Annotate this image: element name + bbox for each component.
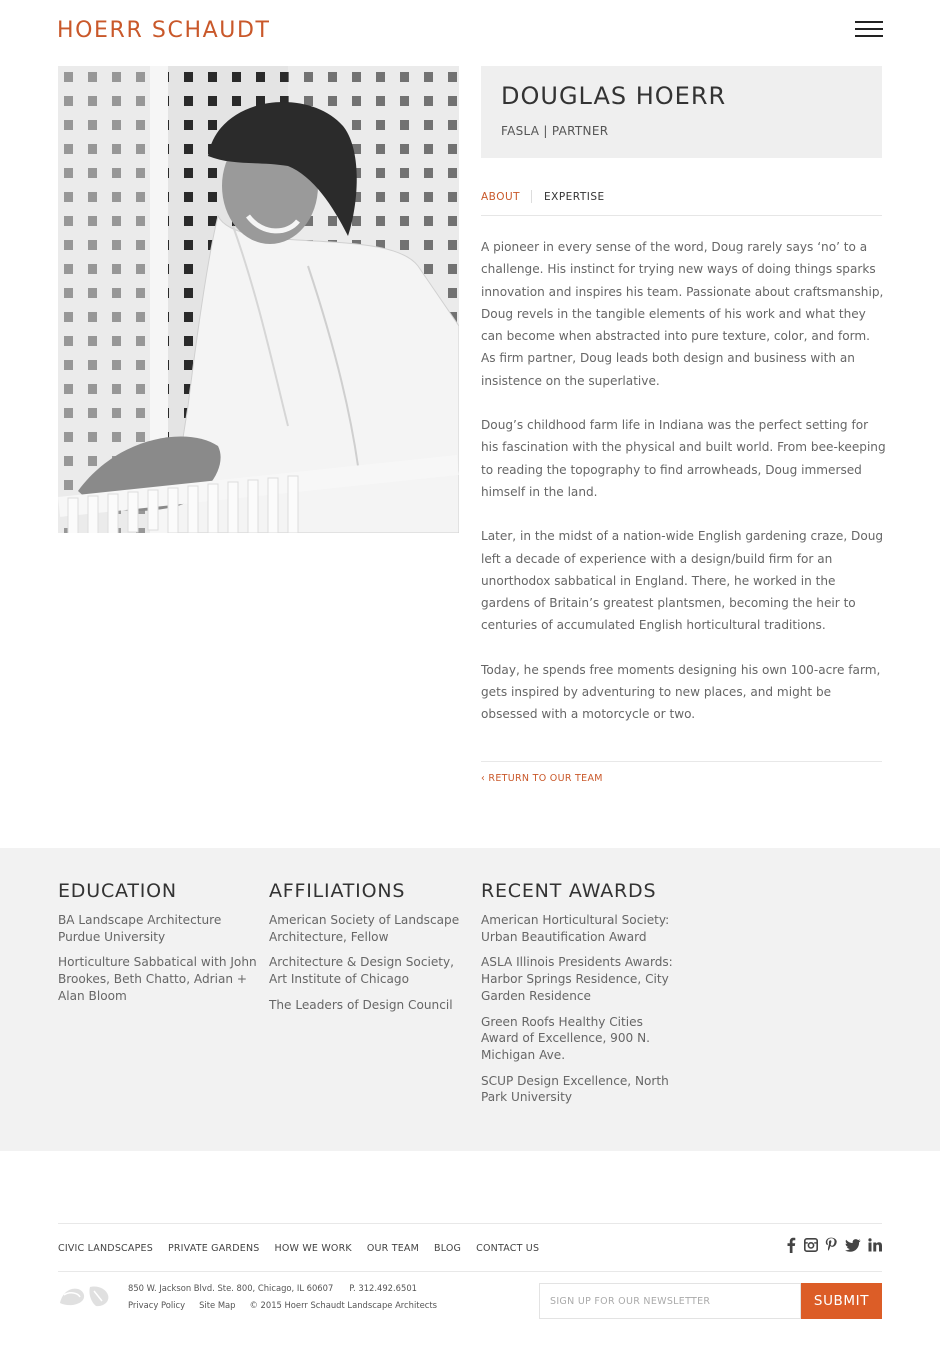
education-entry: Horticulture Sabbatical with John Brookes, Beth Chatto, Adrian + Alan Bloom xyxy=(58,955,257,1003)
divider xyxy=(58,1271,882,1272)
footer-link-how-we-work[interactable]: HOW WE WORK xyxy=(274,1243,352,1254)
education-column xyxy=(58,880,258,1014)
profile-header xyxy=(481,66,882,158)
affiliation-entry: Architecture & Design Society, Art Institute of Chicago xyxy=(269,955,455,987)
tab-about[interactable]: ABOUT xyxy=(481,191,521,203)
hamburger-menu-icon[interactable] xyxy=(855,20,883,40)
divider xyxy=(481,761,882,762)
bio-paragraph: A pioneer in every sense of the word, Doug rarely says ‘no’ to a challenge. His instinct for trying new ways of doing things sparks innovation and inspires his team. Passionate about craftsmanship, Doug revels in the tangible elements of his work and what they can become when abstracted into pure texture, color, and form. As firm partner, Doug leads both design and business with an insistence on the superlative. xyxy=(481,240,884,388)
affiliations-heading: AFFILIATIONS xyxy=(269,880,406,902)
bio-text xyxy=(481,236,886,748)
portrait-photo xyxy=(58,66,459,533)
footer-logo-icon xyxy=(58,1281,116,1315)
instagram-icon[interactable] xyxy=(804,1238,818,1252)
bio-paragraph: Doug’s childhood farm life in Indiana was the perfect setting for his fascination with the physical and built world. From bee-keeping to reading the topography to find arrowheads, Doug immersed himself in the land. xyxy=(481,418,886,499)
phone-text: P. 312.492.6501 xyxy=(349,1283,417,1293)
copyright-text: © 2015 Hoerr Schaudt Landscape Architects xyxy=(249,1300,437,1310)
footer-link-our-team[interactable]: OUR TEAM xyxy=(366,1243,419,1254)
education-entry: BA Landscape Architecture Purdue University xyxy=(58,913,222,944)
pinterest-icon[interactable] xyxy=(825,1237,837,1253)
bio-paragraph: Today, he spends free moments designing his own 100-acre farm, gets inspired by adventuring to new places, and might be obsessed with a motorcycle or two. xyxy=(481,662,881,722)
footer-link-blog[interactable]: BLOG xyxy=(434,1243,462,1254)
privacy-policy-link[interactable]: Privacy Policy xyxy=(128,1300,186,1310)
newsletter-submit-button[interactable]: SUBMIT xyxy=(801,1283,882,1319)
awards-heading: RECENT AWARDS xyxy=(481,880,657,902)
linkedin-icon[interactable] xyxy=(868,1238,882,1252)
affiliation-entry: American Society of Landscape Architecture, Fellow xyxy=(269,913,460,944)
footer-nav xyxy=(58,1243,554,1254)
facebook-icon[interactable] xyxy=(786,1237,796,1253)
site-map-link[interactable]: Site Map xyxy=(199,1300,236,1310)
affiliation-entry: The Leaders of Design Council xyxy=(269,997,453,1012)
newsletter-input[interactable] xyxy=(539,1283,801,1319)
footer-link-private-gardens[interactable]: PRIVATE GARDENS xyxy=(167,1243,260,1254)
bio-paragraph: Later, in the midst of a nation-wide English gardening craze, Doug left a decade of experience with a design/build firm for an unorthodox sabbatical in England. There, he worked in the gardens of Britain’s greatest plantsmen, becoming the heir to centuries of accumulated English horticultural traditions. xyxy=(481,529,884,633)
affiliations-column xyxy=(269,880,469,1023)
footer-legal xyxy=(128,1300,451,1310)
award-entry: SCUP Design Excellence, North Park University xyxy=(481,1073,669,1105)
tab-expertise[interactable]: EXPERTISE xyxy=(544,191,605,203)
award-entry: American Horticultural Society: Urban Beautification Award xyxy=(481,913,670,944)
profile-role: FASLA | PARTNER xyxy=(501,124,609,138)
footer-link-contact-us[interactable]: CONTACT US xyxy=(476,1243,540,1254)
profile-tabs xyxy=(481,189,882,216)
return-to-team-link[interactable]: ‹ RETURN TO OUR TEAM xyxy=(481,773,603,784)
credentials-section xyxy=(0,848,940,1151)
site-logo[interactable]: HOERR SCHAUDT xyxy=(57,18,271,43)
award-entry: Green Roofs Healthy Cities Award of Excellence, 900 N. Michigan Ave. xyxy=(481,1014,650,1062)
tab-divider xyxy=(531,190,532,203)
footer-address xyxy=(128,1283,417,1293)
divider xyxy=(58,1223,882,1224)
education-heading: EDUCATION xyxy=(58,880,177,902)
footer-link-civic-landscapes[interactable]: CIVIC LANDSCAPES xyxy=(58,1243,153,1254)
twitter-icon[interactable] xyxy=(845,1239,861,1252)
address-text: 850 W. Jackson Blvd. Ste. 800, Chicago, IL 60607 xyxy=(128,1283,334,1293)
awards-column xyxy=(481,880,681,1115)
profile-name: DOUGLAS HOERR xyxy=(501,82,727,110)
award-entry: ASLA Illinois Presidents Awards: Harbor Springs Residence, City Garden Residence xyxy=(481,955,673,1003)
